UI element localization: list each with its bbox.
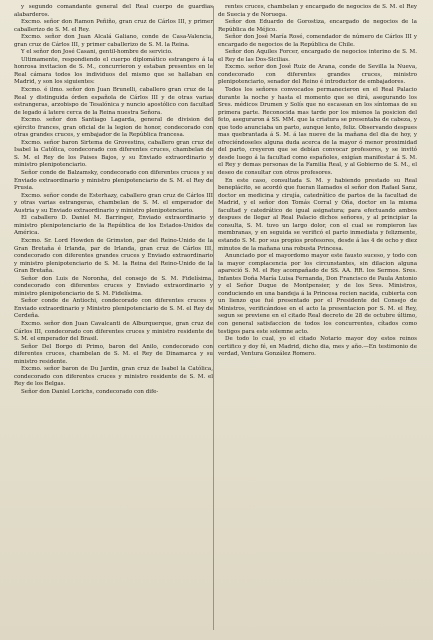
paragraph: Excmo. señor baron Sirtema de Grovestins, caballero gran cruz de Isabel la Católica, condecorado con diferentes cruces, chambelan de S. M. el Rey de los Paises Bajos, y su Enviado extraordinario y ministro plenipotenciario. [14,139,213,169]
paragraph: Excmo. señor don Ramon Peñiño, gran cruz de Cárlos III, y primer caballerizo de S. M. el Rey. [14,19,213,33]
paragraph: Ultimamente, respondiendo el cuerpo diplomático estrangero á la honrosa invitacion de S. M., concurrieron y estaban presentes en le Real cámara todos los individuos del mismo que se hallaban en Madrid, y son los siguientes: [14,56,213,86]
paragraph: Todos los señores convocados permanecieron en el Real Palacio durante la noche y hasta el momento que se dirá, asegurando los Sres. médicos Drumen y Solís que no escasean en los síntomas de su primera parte. Reconocida mas tarde por los mismos la posicion del feto, aseguraron á SS. MM. que la criatura se presentaba de cabeza, y que todo anunciaba un parto, aunque lento, feliz. Observando despues mas quebrantada á S. M. á las nueve de la mañana del dia de hoy, y ofreciéndoseles alguna duda acerca de la mayor ó menor proximidad del parto, creyeron que se debían convocar profesores, y se invitó desde luego á la facultad como españoles, exigían manifestar á S. M. el Rey y demas personas de la Familia Real, y al Gobierno de S. M., el deseo de consultar con otros profesores. [218,87,417,177]
column-divider [213,6,214,630]
paragraph: Excmo. señor baron de Du Jardin, gran cruz de Isabel la Católica, condecorado con diferentes cruces y ministro residente de S. M. el Rey de los Belgas. [14,366,213,388]
paragraph: Señor conde de Balzamsky, condecorado con diferentes cruces y su Enviado extraordinario y ministro plenipotenciario de S. M. el Rey de Prusia. [14,170,213,192]
paragraph: Excmo. señor don José Ruiz de Arana, conde de Sevilla la Nueva, condecorado con diferentes grandes cruces, ministro plenipotenciario, senador del Reino é introductor de embajadores. [218,64,417,86]
paragraph: Señor conde de Antiochi, condecorado con diferentes cruces y Enviado extraordinario y Ministro plenipotenciario de S. M. el Rey de Cerdeña. [14,298,213,320]
right-column [218,4,417,359]
paragraph: Excmo. señor don Juan Cavalcanti de Alburquerque, gran cruz de Cárlos III, condecorado con diferentes cruces y ministro residente de S. M. el emperador del Brasil. [14,320,213,343]
paragraph: Excmo. é ilmo. señor don Juan Brunelli, caballero gran cruz de la Real y distinguida órden española de Cárlos III y de otras varias estrangeras, arzobispo de Tesalónica y nuncio apostólico con facultad de legado á latere cerca de la Reina nuestra Señora. [14,87,213,116]
paragraph: Señor don Daniel Lorichs, condecorado con dife- [21,388,159,395]
paragraph: Excmo. Sr. Lord Howden de Grimston, par del Reino-Unido de la Gran Bretaña é Irlanda, par de Irlanda, gran cruz de Cárlos III, condecorado con diferentes grandes cruces y Enviado extraordinario y ministro plenipotenciario de S. M. la Reina del Reino-Unido de la Gran Bretaña. [14,237,213,275]
paragraph: rentes cruces, chambelan y encargado de negocios de S. M. el Rey de Suecia y de Noruega. [218,4,417,18]
paragraph: Señor don Luis de Noronha, del consejo de S. M. Fidelísima, condecorado con diferentes cruces y Enviado extraordinario y ministro plenipotenciario de S. M. Fidelísima. [14,275,213,297]
paragraph: Excmo. señor conde de Esterhazy, caballero gran cruz de Cárlos III y otras varias estrangeras, chambelan de S. M. el emperador de Austria y su Enviado extraordinario y ministro plenipotenciario. [14,192,213,214]
paragraph: Señor Del Borgo di Primo, baron del Anilo, condecorado con diferentes cruces, chambelan de S. M. el Rey de Dinamarca y su ministro residente. [14,343,213,365]
paragraph: Y el señor don José Casani, gentil-hombre de servicio. [21,49,173,56]
left-column [14,4,213,396]
paragraph: Señor don Aquiles Forcer, encargado de negocios interino de S. M. el Rey de las Dos-Sicilias. [218,49,417,63]
paragraph: En este caso, consultada S. M. y habiendo prestado su Real beneplácito, se acordó que fueran llamados el señor don Rafael Sanz, doctor en medicina y cirujía, catedrático de partos de la facultad de Madrid, y el señor don Tomás Corral y Oña, doctor en la misma facultad y catedrático de igual asignatura; para efectuando ambos despues de llegar al Real Palacio dichos señores, y al principiar la consulta, S. M. tuvo un largo dolor, con el cual se rompieron las membranas, y en seguida se verificó el parto inmediata y felizmente, estando S. M. por sus propios profesores, desde á las 4 de ocho y diez minutos de la mañana una robusta Princesa. [218,177,417,252]
paragraph: El caballero D. Daniel M. Barringer, Enviado extraordinario y ministro plenipotenciario de la República de los Estados-Unidos de América. [14,215,213,237]
paragraph: y segundo comandante general del Real cuerpo de guardias alabarderos. [14,4,213,18]
paragraph: Excmo. señor don Santiago Lagarda, general de division del ejército frances, gran oficial de la legion de honor, condecorado con otras grandes cruces, y embajador de la República francesa. [14,117,213,139]
paragraph: Señor don Eduardo de Gorostiza, encargado de negocios de la República de Méjico. [218,19,417,33]
paragraph: Anunciado por el mayordomo mayor este fausto suceso, y todo con la mayor complacencia por los circunstantes, sin dilacion alguna apareció S. M. el Rey acompañado de SS. AA. RR. los Sermos. Sres. Infantes Doña María Luisa Fernanda, Don Francisco de Paula Antonio y el Señor Duque de Montpensier, y de los Sres. Ministros, conduciendo en una bandeja á la Princesa recien nacida, cubierta con un lienzo que fué presentado por el Presidente del Consejo de Ministros, verificándose en el acto la presentacion por S. M. el Rey, segun se previene en el citado Real decreto de 28 de octubre último, con general satisfaccion de todos los concurrentes, cítados como testigos para este solemne acto. [218,253,417,335]
paragraph: De todo lo cual, yo el citado Notario mayor doy estos reinos certifico y doy fé, en Madrid, dicho dia, mes y año.—En testimonio de verdad, Ventura González Romero. [218,336,417,358]
paragraph: Excmo. señor don Juan Alcalá Galiano, conde de Casa-Valencia, gran cruz de Cárlos III, y primer caballerizo de S. M. la Reina. [14,34,213,48]
paragraph: Señor don José María Rosé, comendador de número de Cárlos III y encargado de negocios de la República de Chile. [218,34,417,48]
